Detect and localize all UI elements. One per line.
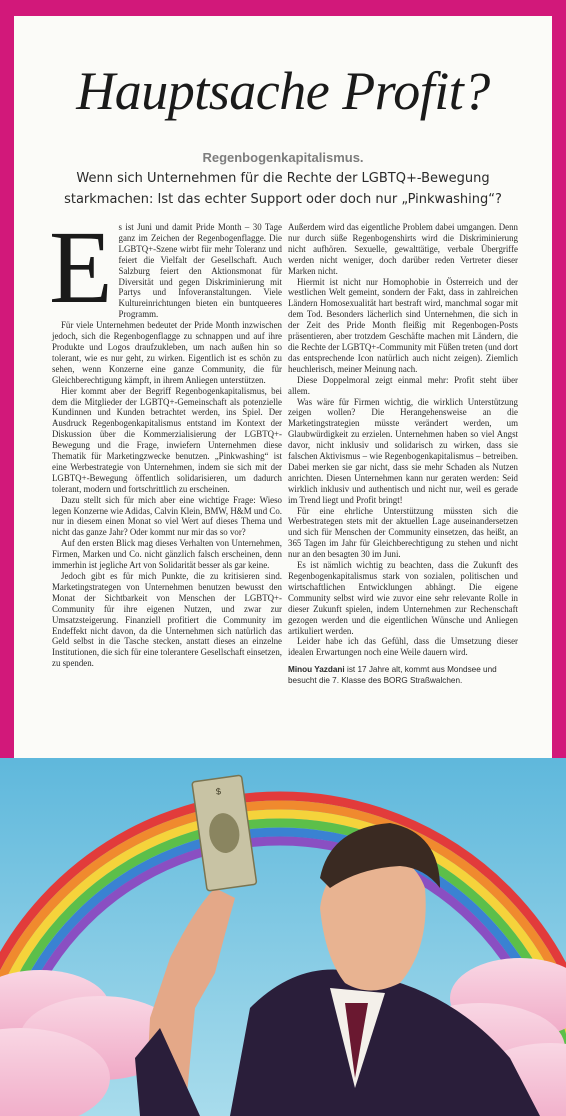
paragraph-text: s ist Juni und damit Pride Month – 30 Tage ganz im Zeichen der Regenbogenflagge. Die LGBTQ+-Szene wirbt für mehr Toleranz und feiert die Vielfalt der Gesellschaft. Auch Salzburg feiert den Aktionsmonat für Diversität und gegen Diskriminierung mit Partys und Infoveranstaltungen. Viele Kultureinrichtungen bieten ein buntqueeres Programm. <box>118 222 282 320</box>
author-note <box>288 665 518 686</box>
author-bio: ist 17 Jahre alt, kommt aus Mondsee und besucht die 7. Klasse des BORG Straßwalchen. <box>288 665 497 685</box>
illustration <box>0 758 566 1116</box>
paragraph: Was wäre für Firmen wichtig, die wirklich Unterstützung zeigen wollen? Die Herangehensweise an die Marketingstrategien müsste verändert werden, um Glaubwürdigkeit zu erzielen. Unternehmen haben so viel Angst davor, nicht inklusiv und solidarisch zu wirken, dass sie falschen Aktivismus – wie Regenbogenkapitalismus – betreiben. Dabei merken sie gar nicht, dass sie mehr Schaden als Nutzen anrichten. Diesen Unternehmen kann nur geraten werden: Seid wirklich inklusiv und authentisch und nicht nur, weil es gerade im Trend liegt und Profit bringt! <box>288 396 518 505</box>
paragraph: Für viele Unternehmen bedeutet der Pride Month inzwischen jedoch, sich die Regenbogenflagge zu schnappen und auf ihre Produkte und Logos draufzukleben, um nach außen hin so tolerant, wie es nur geht, zu wirken. Eigentlich ist es schön zu sehen, wenn Konzerne eine ganze Community, die für Gleichberechtigung kämpft, in ihrem Anliegen unterstützen. <box>52 320 282 385</box>
author-name: Minou Yazdani <box>288 665 345 675</box>
paragraph <box>49 210 282 325</box>
article-page <box>14 16 552 758</box>
paragraph: Hiermit ist nicht nur Homophobie in Österreich und der westlichen Welt gemeint, sondern der Fakt, dass in zahlreichen Ländern Homosexualität hart bestraft wird, manchmal sogar mit dem Tod. Besonders lächerlich sind Unternehmen, die sich in der Zeit des Pride Month fleißig mit Regenbogen-Posts präsentieren, aber trotzdem Geschäfte machen mit Ländern, die die Rechte der LGBTQ+-Community mit Füßen treten (und dort das entsprechende Icon natürlich auch nicht zeigen). Ziemlich heuchlerisch, meiner Meinung nach. <box>288 276 518 374</box>
paragraph: Außerdem wird das eigentliche Problem dabei umgangen. Denn nur durch süße Regenbogenshirts wird die Diskriminierung nicht aufhören. Sexuelle, gewalttätige, verbale Übergriffe werden nicht weniger, doch darüber reden Vertreter dieser Marken nicht. <box>288 222 518 276</box>
svg-text:$: $ <box>215 786 222 797</box>
paragraph: Hier kommt aber der Begriff Regenbogenkapitalismus, bei dem die Mitglieder der LGBTQ+-Gemeinschaft als potenzielle Kundinnen und Kunden betrachtet werden, ins Spiel. Der Ausdruck Regenbogenkapitalismus entstand im Kontext der Diskussion über die Kommerzialisierung der LGBTQ+-Bewegung und die Frage, inwiefern Unternehmen diese Thematik für Marketingzwecke benutzen. „Pinkwashing“ ist eine Werbestrategie von Unternehmen, indem sie sich mit der LGBTQ+-Bewegung öffentlich solidarisieren, um dadurch tolerant, modern und fortschrittlich zu erscheinen. <box>52 385 282 494</box>
paragraph: Dazu stellt sich für mich aber eine wichtige Frage: Wieso legen Konzerne wie Adidas, Calvin Klein, BMW, H&M und Co. nur in diesem einen Monat so viel Wert auf dieses Thema und nicht das ganze Jahr? Oder kommt nur mir das so vor? <box>52 494 282 538</box>
paragraph: Für eine ehrliche Unterstützung müssten sich die Werbestrategen stets mit der aktuellen Lage auseinandersetzen und sich für Menschen der Community einsetzen, das heißt, an 365 Tagen im Jahr für Gleichberechtigung zu stehen und nicht nur an den besagten 30 im Juni. <box>288 505 518 560</box>
left-column <box>49 210 282 669</box>
paragraph: Leider habe ich das Gefühl, dass die Umsetzung dieser idealen Erwartungen noch eine Weile dauern wird. <box>288 636 518 658</box>
dropcap: E <box>49 210 113 325</box>
paragraph: Jedoch gibt es für mich Punkte, die zu kritisieren sind. Marketingstrategen von Unternehmen benutzen bewusst den Monat der Sichtbarkeit von Menschen der LGBTQ+-Community für ihre eigenen Nutzen, und zwar zur Umsatzsteigerung. Finanziell profitiert die Community im Endeffekt nicht davon, da die Unternehmen sich natürlich das Geld selbst in die Tasche stecken, anstatt dieses an einzelne Institutionen, die sich für eine tolerantere Gesellschaft einsetzen, zu spenden. <box>52 571 282 669</box>
paragraph: Es ist nämlich wichtig zu beachten, dass die Zukunft des Regenbogenkapitalismus stark von sozialen, politischen und wirtschaftlichen Entwicklungen abhängt. Die eigene Community selbst wird wie zuvor eine sehr relevante Rolle in dieser Zukunft spielen, indem Unternehmen zur Rechenschaft gezogen werden und die eigentlichen Wünsche und Anliegen artikuliert werden. <box>288 560 518 636</box>
right-column <box>288 222 518 686</box>
subheadline: Wenn sich Unternehmen für die Rechte der LGBTQ+-Bewegung starkmachen: Ist das echter Support oder doch nur „Pinkwashing“? <box>64 171 502 207</box>
headline: Hauptsache Profit? <box>76 61 490 121</box>
kicker: Regenbogenkapitalismus. <box>202 150 364 165</box>
paragraph: Auf den ersten Blick mag dieses Verhalten von Unternehmen, Firmen, Marken und Co. nicht gänzlich falsch erscheinen, denn immerhin ist jegliche Art von Solidarität besser als gar keine. <box>52 538 282 571</box>
paragraph: Diese Doppelmoral zeigt einmal mehr: Profit steht über allem. <box>288 374 518 396</box>
